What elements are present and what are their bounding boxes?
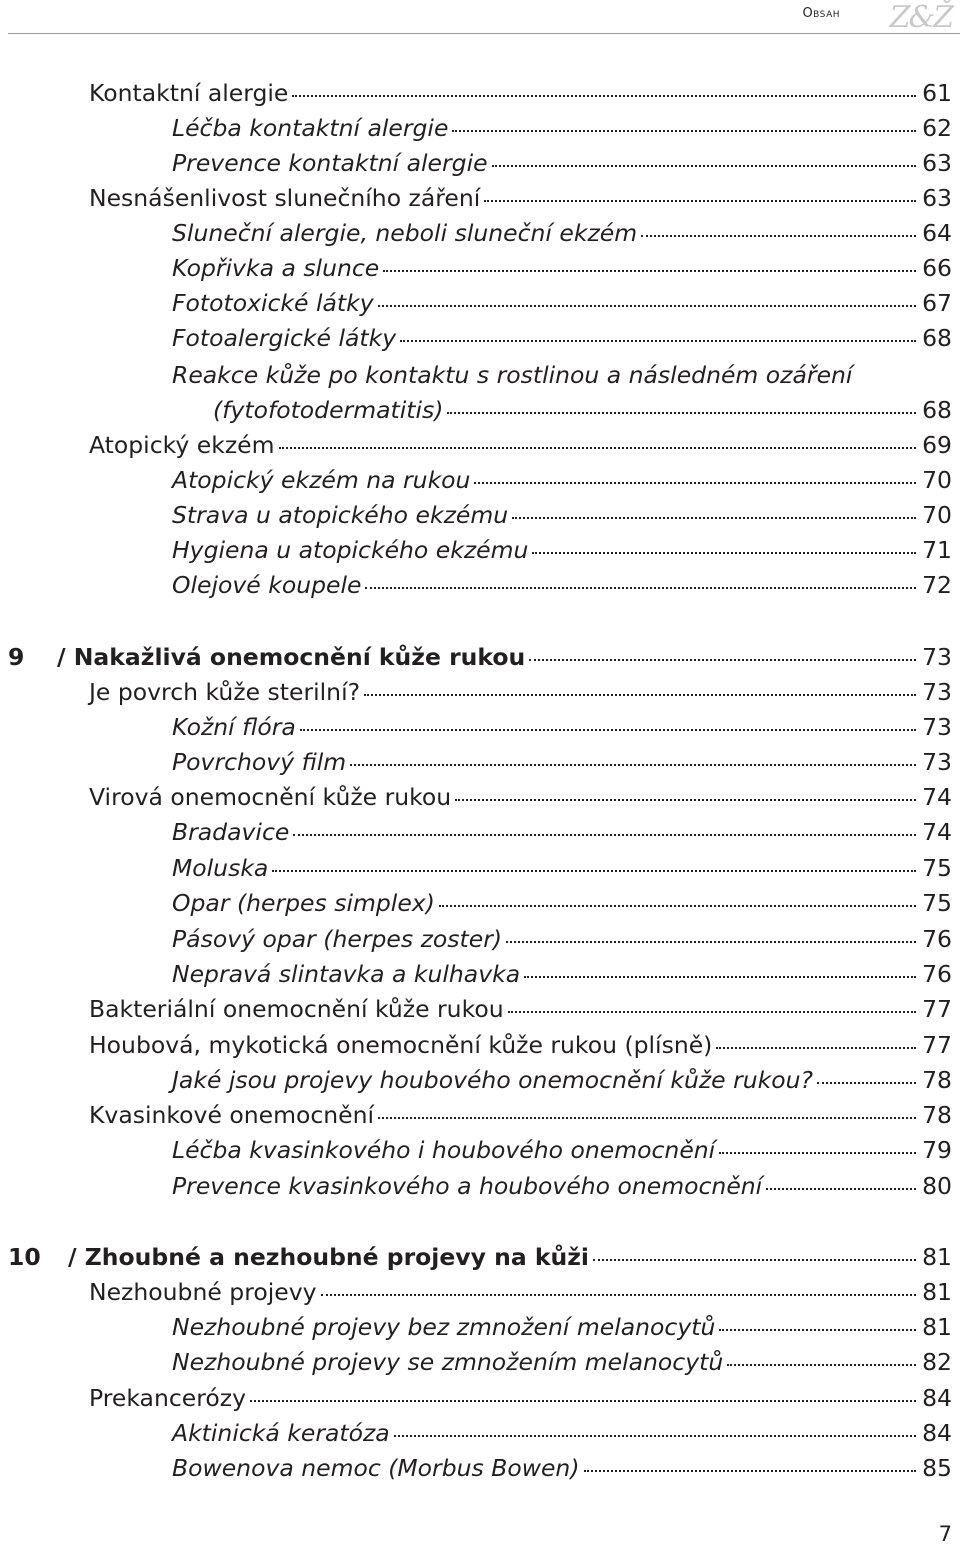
toc-page-number: 70 [922, 501, 952, 529]
toc-page-number: 77 [922, 995, 952, 1023]
dot-leader [350, 763, 916, 766]
page-number: 7 [938, 1522, 952, 1546]
dot-leader [365, 586, 916, 589]
toc-entry-subsection [0, 957, 960, 992]
toc-entry-title: Olejové koupele [172, 571, 362, 599]
dot-leader [364, 693, 916, 696]
dot-leader [383, 269, 916, 272]
toc-entry-title: Léčba kvasinkového i houbového onemocnění [172, 1136, 716, 1164]
toc-page-number: 73 [922, 678, 952, 706]
toc-page-number: 63 [922, 184, 952, 212]
dot-leader [292, 94, 916, 97]
toc-entry-chapter [0, 1240, 960, 1275]
toc-page-number: 67 [922, 289, 952, 317]
dot-leader [719, 1151, 916, 1154]
toc-page-number: 72 [922, 571, 952, 599]
dot-leader [378, 1116, 916, 1119]
running-head-title: Obsah [802, 6, 840, 21]
toc-entry-subsection [0, 851, 960, 886]
dot-leader [506, 940, 916, 943]
toc-entry-title: Kvasinkové onemocnění [89, 1101, 375, 1129]
toc-page-number: 75 [922, 889, 952, 917]
toc-entry-section [0, 1098, 960, 1133]
toc-entry-subsection [0, 745, 960, 780]
dot-leader [400, 339, 916, 342]
dot-leader [727, 1363, 916, 1366]
toc-entry-section [0, 428, 960, 463]
toc-entry-subsection [0, 216, 960, 251]
toc-entry-title: Reakce kůže po kontaktu s rostlinou a následném ozáření [172, 361, 853, 389]
chapter-number: 10 [8, 1243, 41, 1271]
toc-page-number: 77 [922, 1031, 952, 1059]
toc-entry-subsection [0, 463, 960, 498]
toc-entry-title: Bradavice [172, 818, 290, 846]
dot-leader [455, 798, 916, 801]
dot-leader [447, 411, 916, 414]
toc-entry-title: Nepravá slintavka a kulhavka [172, 960, 521, 988]
toc-entry-title: Kopřivka a slunce [172, 254, 380, 282]
toc-page-number: 81 [922, 1243, 952, 1271]
toc-entry-title: Moluska [172, 854, 269, 882]
toc-entry-title: Nezhoubné projevy se zmnožením melanocytů [172, 1348, 724, 1376]
toc-entry-subsection [0, 533, 960, 568]
toc-page-number: 70 [922, 466, 952, 494]
toc-page-number: 68 [922, 396, 952, 424]
toc-page-number: 80 [922, 1172, 952, 1200]
dot-leader [474, 481, 916, 484]
toc-entry-subsection [0, 1310, 960, 1345]
dot-leader [492, 164, 917, 167]
dot-leader [452, 129, 916, 132]
dot-leader [593, 1258, 916, 1261]
toc-entry-title: Prevence kvasinkového a houbového onemocnění [172, 1172, 763, 1200]
toc-entry-title: Atopický ekzém na rukou [172, 466, 471, 494]
toc-entry-title: / Zhoubné a nezhoubné projevy na kůži [68, 1243, 589, 1271]
toc-entry-title: Prevence kontaktní alergie [172, 149, 488, 177]
toc-page-number: 66 [922, 254, 952, 282]
toc-page-number: 78 [922, 1101, 952, 1129]
toc-entry-subsection [0, 886, 960, 921]
dot-leader [508, 1010, 916, 1013]
toc-entry-section [0, 780, 960, 815]
toc-entry-title: Je povrch kůže sterilní? [89, 678, 361, 706]
toc-entry-title: Hygiena u atopického ekzému [172, 536, 529, 564]
toc-entry-subsection [0, 1133, 960, 1168]
publisher-logo: Z&Ž [889, 0, 952, 35]
dot-leader [484, 199, 916, 202]
toc-entry-chapter [0, 640, 960, 675]
dot-leader [532, 551, 916, 554]
dot-leader [378, 304, 916, 307]
toc-entry-subsection [0, 922, 960, 957]
toc-entry-section [0, 1381, 960, 1416]
dot-leader [439, 904, 916, 907]
toc-entry-subsection [0, 286, 960, 321]
toc-entry-title: Léčba kontaktní alergie [172, 114, 449, 142]
dot-leader [394, 1434, 916, 1437]
toc-entry-title: Povrchový film [172, 748, 347, 776]
toc-entry-title: / Nakažlivá onemocnění kůže rukou [57, 643, 526, 671]
toc-entry-title: Jaké jsou projevy houbového onemocnění kůže rukou? [172, 1066, 814, 1094]
toc-entry-subsection [0, 710, 960, 745]
dot-leader [293, 833, 916, 836]
toc-entry-title: Kontaktní alergie [89, 79, 289, 107]
toc-entry-title: Nezhoubné projevy bez zmnožení melanocytů [172, 1313, 716, 1341]
toc-entry-subsection [0, 1063, 960, 1098]
toc-page-number: 69 [922, 431, 952, 459]
toc-page-number: 75 [922, 854, 952, 882]
toc-entry-title: Sluneční alergie, neboli sluneční ekzém [172, 219, 638, 247]
dot-leader [279, 446, 917, 449]
toc-page-number: 68 [922, 324, 952, 352]
dot-leader [529, 658, 916, 661]
dot-leader [300, 728, 916, 731]
dot-leader [321, 1293, 917, 1296]
toc-page-number: 85 [922, 1454, 952, 1482]
toc-page-number: 76 [922, 960, 952, 988]
toc-entry-subsection [0, 1345, 960, 1380]
toc-page-number: 64 [922, 219, 952, 247]
dot-leader [512, 516, 916, 519]
toc-page-number: 74 [922, 783, 952, 811]
toc-entry-title: Virová onemocnění kůže rukou [89, 783, 452, 811]
toc-entry-subsection [0, 251, 960, 286]
toc-entry-title: Prekancerózy [89, 1384, 246, 1412]
toc-page-number: 84 [922, 1384, 952, 1412]
toc-entry-subsection [0, 1169, 960, 1204]
toc-entry-section [0, 992, 960, 1027]
dot-leader [817, 1081, 916, 1084]
toc-page-number: 73 [922, 748, 952, 776]
toc-entry-section [0, 76, 960, 111]
toc-entry-title: Houbová, mykotická onemocnění kůže rukou (plísně) [89, 1031, 713, 1059]
toc-page-number: 73 [922, 713, 952, 741]
dot-leader [584, 1469, 917, 1472]
dot-leader [716, 1046, 916, 1049]
toc-entry-subsection [0, 1416, 960, 1451]
toc-page-number: 81 [922, 1278, 952, 1306]
dot-leader [524, 975, 916, 978]
toc-page-number: 76 [922, 925, 952, 953]
toc-entry-title: Nesnášenlivost slunečního záření [89, 184, 481, 212]
chapter-number: 9 [8, 643, 25, 671]
dot-leader [272, 869, 916, 872]
toc-entry-subsection [0, 1451, 960, 1486]
toc-entry-title: Strava u atopického ekzému [172, 501, 509, 529]
toc-page-number: 63 [922, 149, 952, 177]
toc-entry-title: Fototoxické látky [172, 289, 374, 317]
toc-entry-title: Nezhoubné projevy [89, 1278, 317, 1306]
dot-leader [641, 234, 916, 237]
toc-entry-section [0, 675, 960, 710]
toc-page-number: 82 [922, 1348, 952, 1376]
toc-entry-subsection [0, 498, 960, 533]
toc-page-number: 84 [922, 1419, 952, 1447]
toc-page-number: 78 [922, 1066, 952, 1094]
toc-entry-title: Atopický ekzém [89, 431, 275, 459]
toc-page-number: 73 [922, 643, 952, 671]
toc-entry-subsection-wrapped [0, 358, 960, 393]
toc-page-number: 81 [922, 1313, 952, 1341]
toc-entry-subsection-continuation [0, 393, 960, 428]
toc-entry-subsection [0, 321, 960, 356]
toc-entry-title: Bakteriální onemocnění kůže rukou [89, 995, 504, 1023]
toc-entry-title: Opar (herpes simplex) [172, 889, 435, 917]
toc-page-number: 71 [922, 536, 952, 564]
toc-entry-subsection [0, 815, 960, 850]
toc-entry-title: Aktinická keratóza [172, 1419, 390, 1447]
dot-leader [766, 1187, 916, 1190]
toc-entry-title: Fotoalergické látky [172, 324, 397, 352]
toc-entry-subsection [0, 568, 960, 603]
toc-entry-section [0, 1275, 960, 1310]
toc-entry-title: Bowenova nemoc (Morbus Bowen) [172, 1454, 580, 1482]
toc-entry-title: (fytofotodermatitis) [213, 396, 444, 424]
toc-entry-section [0, 1028, 960, 1063]
toc-page-number: 74 [922, 818, 952, 846]
toc-entry-title: Pásový opar (herpes zoster) [172, 925, 503, 953]
toc-entry-subsection [0, 111, 960, 146]
toc-entry-subsection [0, 146, 960, 181]
dot-leader [719, 1328, 916, 1331]
dot-leader [250, 1399, 916, 1402]
toc-page-number: 79 [922, 1136, 952, 1164]
toc-page-number: 61 [922, 79, 952, 107]
toc-page-number: 62 [922, 114, 952, 142]
toc-entry-section [0, 181, 960, 216]
toc-entry-title: Kožní flóra [172, 713, 296, 741]
